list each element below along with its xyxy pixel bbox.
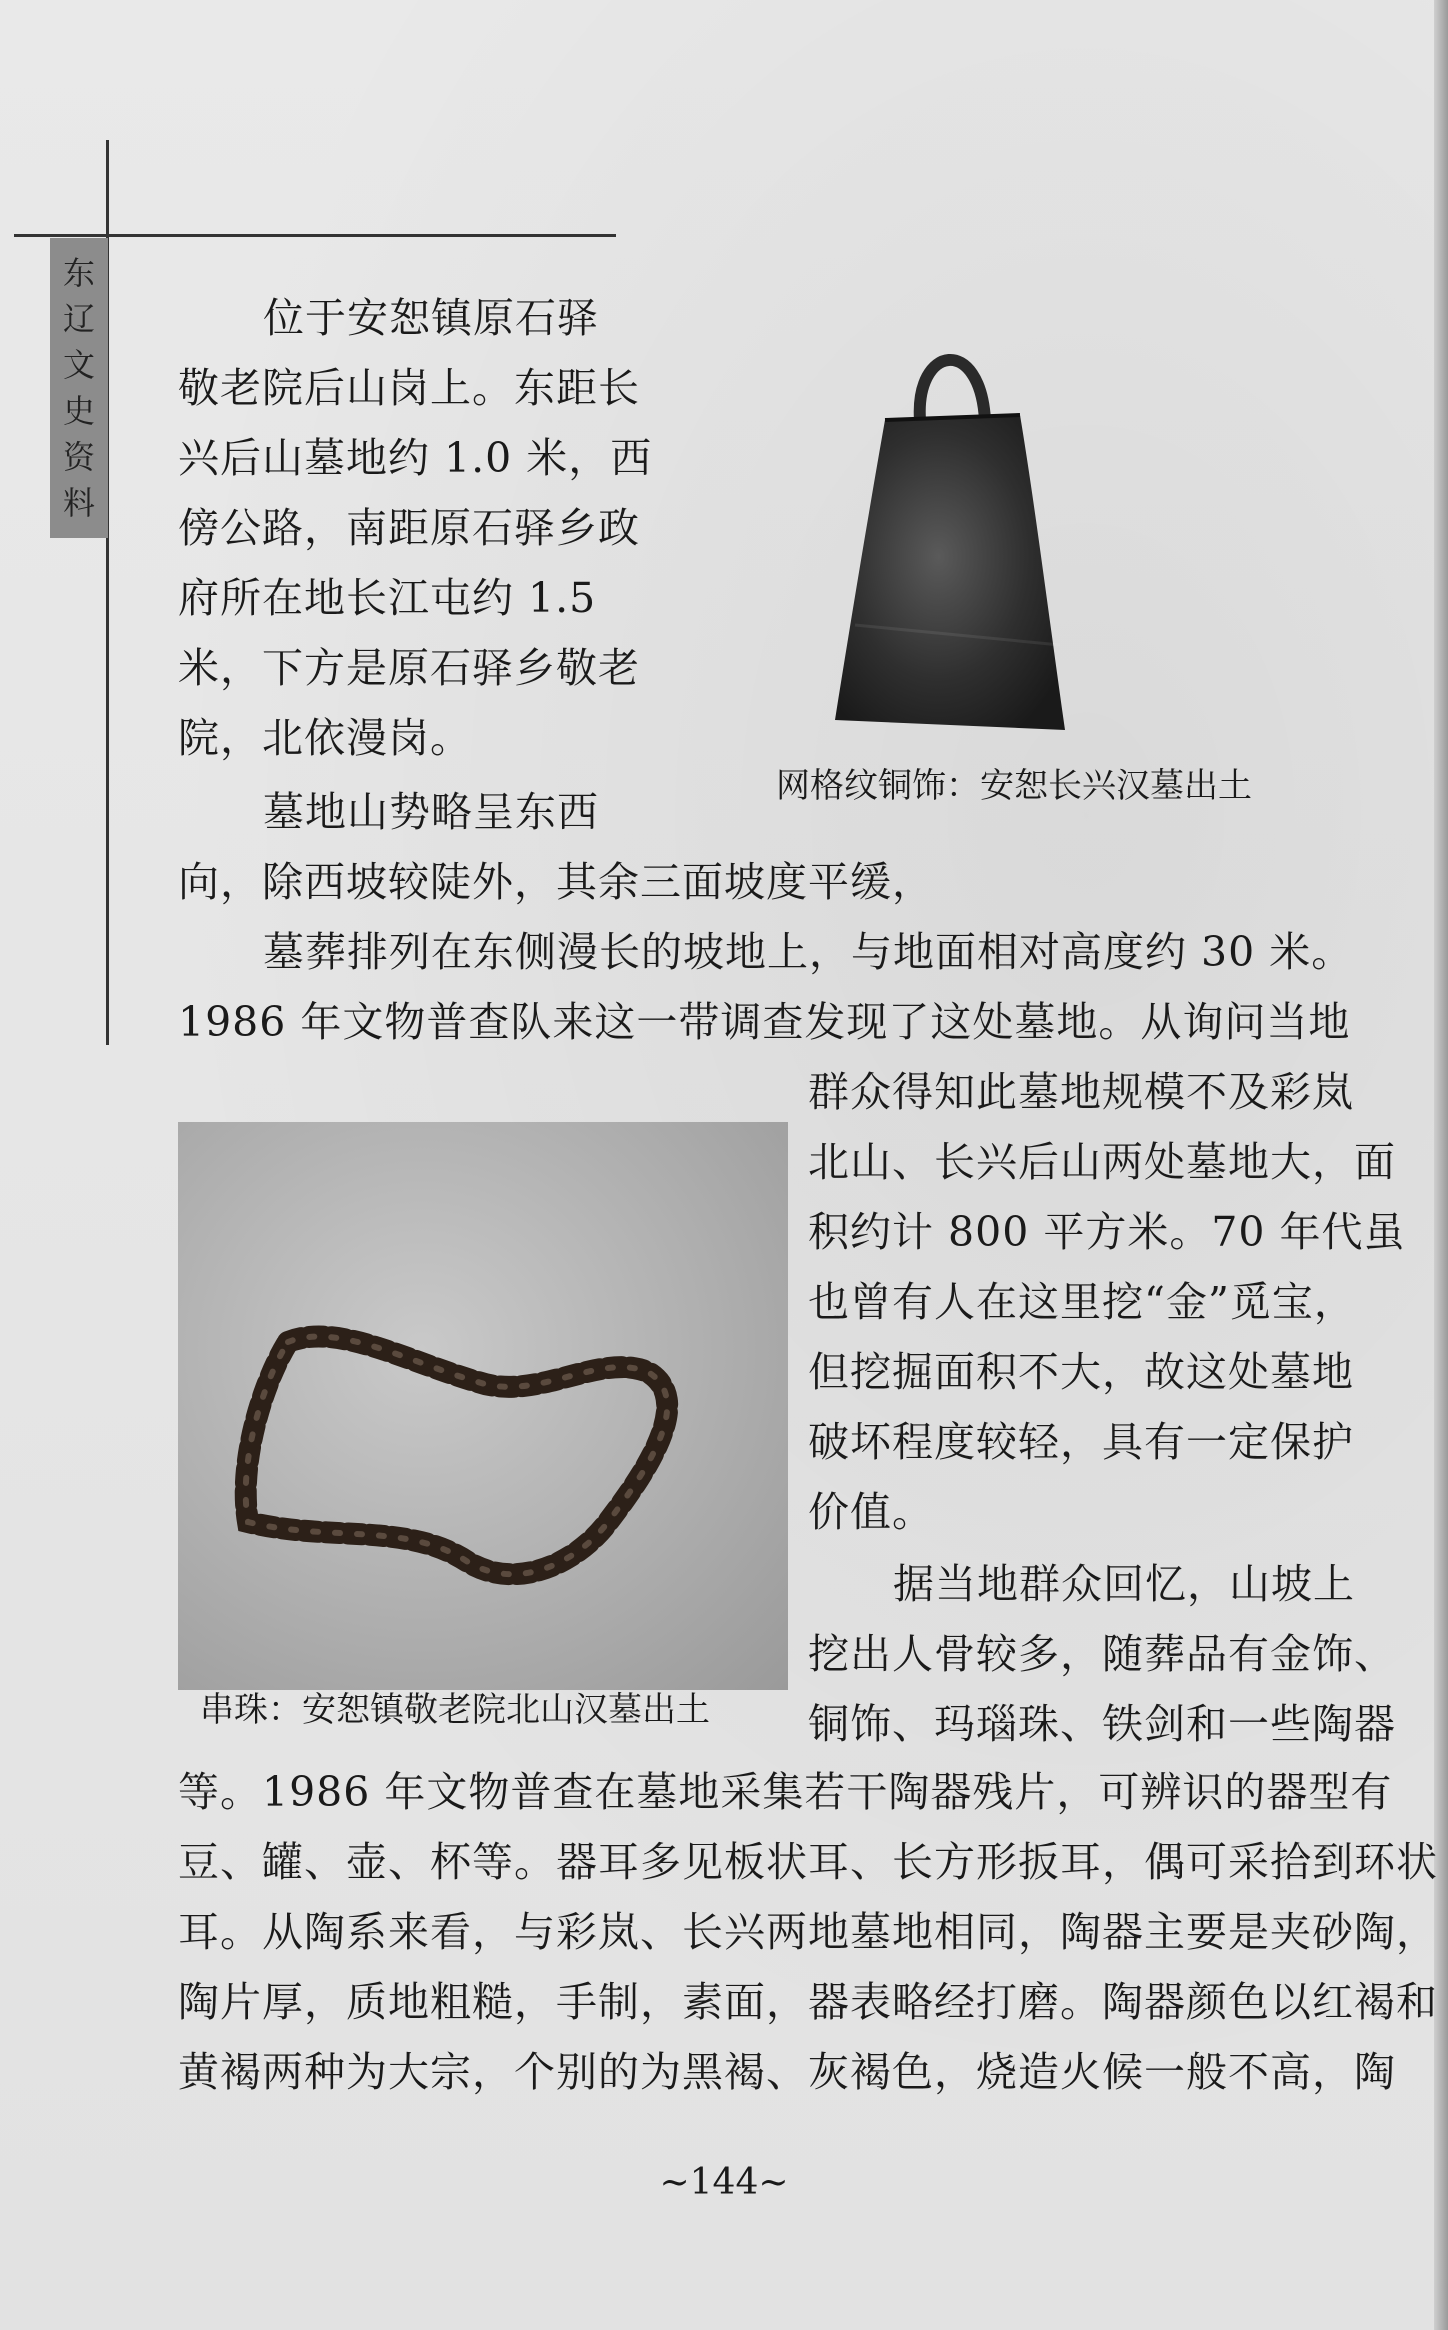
text-line: 破坏程度较轻，具有一定保护 [808, 1418, 1354, 1466]
side-tab-char: 辽 [62, 300, 95, 338]
side-tab-char: 料 [62, 484, 95, 522]
text-line: 等。1986 年文物普查在墓地采集若干陶器残片，可辨识的器型有 [178, 1768, 1393, 1816]
text-line: 群众得知此墓地规模不及彩岚 [808, 1068, 1354, 1116]
page-number: ~144~ [659, 2162, 789, 2203]
text-line: 价值。 [808, 1488, 934, 1536]
text-line: 挖出人骨较多，随葬品有金饰、 [808, 1630, 1396, 1678]
bead-necklace-image [178, 1122, 788, 1690]
text-line: 傍公路，南距原石驿乡政 [178, 504, 640, 552]
text-line: 积约计 800 平方米。70 年代虽 [808, 1208, 1406, 1256]
side-tab-char: 资 [62, 438, 95, 476]
text-line: 据当地群众回忆，山坡上 [893, 1560, 1355, 1608]
text-line: 但挖掘面积不大，故这处墓地 [808, 1348, 1354, 1396]
text-line: 也曾有人在这里挖“金”觅宝， [808, 1278, 1356, 1326]
text-line: 1986 年文物普查队来这一带调查发现了这处墓地。从询问当地 [178, 998, 1351, 1046]
side-tab-char: 东 [62, 254, 95, 292]
text-line: 院，北依漫岗。 [178, 714, 472, 762]
text-line: 墓葬排列在东侧漫长的坡地上，与地面相对高度约 30 米。 [263, 928, 1354, 976]
side-tab-char: 文 [62, 346, 95, 384]
text-line: 铜饰、玛瑙珠、铁剑和一些陶器 [808, 1700, 1396, 1748]
bronze-bell-ornament-image [815, 325, 1085, 745]
text-line: 向，除西坡较陡外，其余三面坡度平缓， [178, 858, 934, 906]
text-line: 黄褐两种为大宗，个别的为黑褐、灰褐色，烧造火候一般不高，陶 [178, 2048, 1396, 2096]
text-line: 米，下方是原石驿乡敬老 [178, 644, 640, 692]
side-tab-char: 史 [62, 392, 95, 430]
text-line: 兴后山墓地约 1.0 米，西 [178, 434, 653, 482]
text-line: 豆、罐、壶、杯等。器耳多见板状耳、长方形扳耳，偶可采拾到环状 [178, 1838, 1438, 1886]
figure-caption-bottom: 串珠：安恕镇敬老院北山汉墓出土 [200, 1690, 710, 1730]
text-line: 府所在地长江屯约 1.5 [178, 574, 597, 622]
bead-necklace-photo [178, 1122, 788, 1690]
text-line: 陶片厚，质地粗糙，手制，素面，器表略经打磨。陶器颜色以红褐和 [178, 1978, 1438, 2026]
header-horizontal-rule [14, 234, 616, 237]
text-line: 墓地山势略呈东西 [263, 788, 599, 836]
text-line: 位于安恕镇原石驿 [263, 294, 599, 342]
series-side-tab [50, 238, 108, 538]
text-line: 北山、长兴后山两处墓地大，面 [808, 1138, 1396, 1186]
figure-caption-top: 网格纹铜饰：安恕长兴汉墓出土 [776, 766, 1252, 806]
text-line: 敬老院后山岗上。东距长 [178, 364, 640, 412]
text-line: 耳。从陶系来看，与彩岚、长兴两地墓地相同，陶器主要是夹砂陶， [178, 1908, 1438, 1956]
